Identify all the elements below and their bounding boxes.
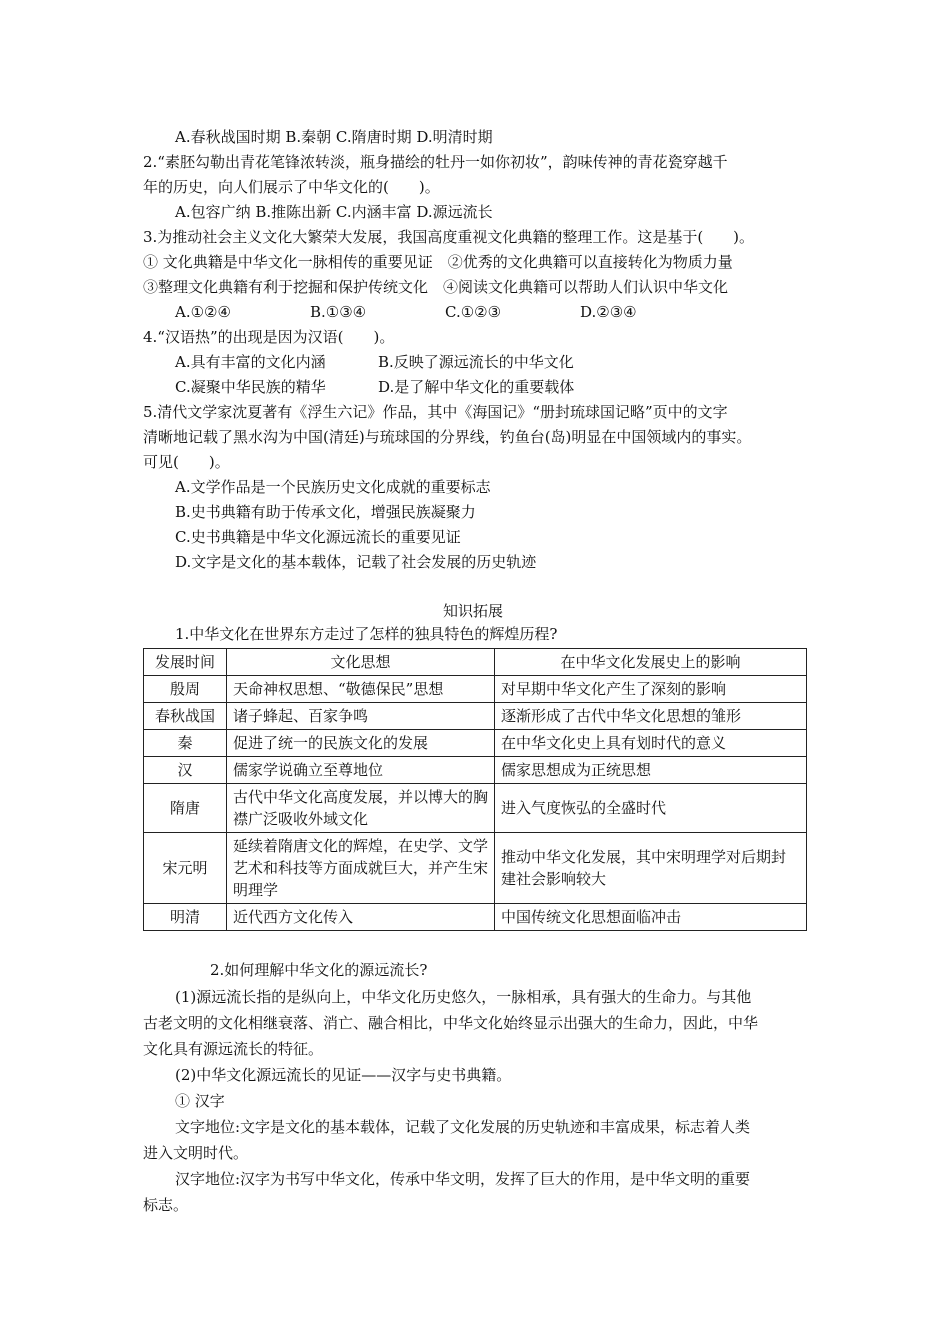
- table-cell-thought: 延续着隋唐文化的辉煌，在史学、文学艺术和科技等方面成就巨大，并产生宋明理学: [227, 833, 495, 904]
- table-cell-thought: 诸子蜂起、百家争鸣: [227, 703, 495, 730]
- paragraph-2-subheading: ① 汉字: [175, 1092, 225, 1110]
- table-header-influence: 在中华文化发展史上的影响: [495, 649, 807, 676]
- q5-option-c: C.史书典籍是中华文化源远流长的重要见证: [175, 528, 461, 546]
- table-cell-influence: 在中华文化史上具有划时代的意义: [495, 730, 807, 757]
- paragraph-2: (2)中华文化源远流长的见证——汉字与史书典籍。: [175, 1066, 512, 1084]
- q3-stem: 3.为推动社会主义文化大繁荣大发展，我国高度重视文化典籍的整理工作。这是基于( )。: [143, 228, 755, 246]
- q3-option-b: B.①③④: [310, 303, 367, 321]
- table-cell-period: 春秋战国: [144, 703, 227, 730]
- table-header-row: [144, 649, 807, 676]
- paragraph-3-line1: 文字地位:文字是文化的基本载体，记载了文化发展的历史轨迹和丰富成果，标志着人类: [175, 1118, 751, 1136]
- table-cell-period: 汉: [144, 757, 227, 784]
- table-row: [144, 904, 807, 931]
- q3-option-a: A.①②④: [175, 303, 231, 321]
- q4-option-a: A.具有丰富的文化内涵: [175, 353, 326, 371]
- table-cell-thought: 古代中华文化高度发展，并以博大的胸襟广泛吸收外域文化: [227, 784, 495, 833]
- q5-stem-line3: 可见( )。: [143, 453, 230, 471]
- table-cell-period: 隋唐: [144, 784, 227, 833]
- table-cell-period: 殷周: [144, 676, 227, 703]
- table-cell-influence: 儒家思想成为正统思想: [495, 757, 807, 784]
- q5-option-a: A.文学作品是一个民族历史文化成就的重要标志: [175, 478, 491, 496]
- table-cell-influence: 逐渐形成了古代中华文化思想的雏形: [495, 703, 807, 730]
- table-cell-period: 秦: [144, 730, 227, 757]
- q4-stem: 4.“汉语热”的出现是因为汉语( )。: [143, 328, 395, 346]
- q1-options: A.春秋战国时期 B.秦朝 C.隋唐时期 D.明清时期: [175, 128, 493, 146]
- paragraph-1-line1: (1)源远流长指的是纵向上，中华文化历史悠久，一脉相承，具有强大的生命力。与其他: [175, 988, 752, 1006]
- table-row: [144, 730, 807, 757]
- extension-q1-title: 1.中华文化在世界东方走过了怎样的独具特色的辉煌历程?: [175, 625, 558, 643]
- extension-q2-title: 2.如何理解中华文化的源远流长?: [210, 961, 428, 979]
- section-title: 知识拓展: [443, 602, 504, 620]
- paragraph-1-line2: 古老文明的文化相继衰落、消亡、融合相比，中华文化始终显示出强大的生命力，因此，中华: [143, 1014, 759, 1032]
- q5-option-d: D.文字是文化的基本载体，记载了社会发展的历史轨迹: [175, 553, 537, 571]
- q2-stem-line1: 2.“素胚勾勒出青花笔锋浓转淡，瓶身描绘的牡丹一如你初妆”，韵味传神的青花瓷穿越千: [143, 153, 728, 171]
- table-row: [144, 757, 807, 784]
- paragraph-1-line3: 文化具有源远流长的特征。: [143, 1040, 324, 1058]
- table-cell-influence: 中国传统文化思想面临冲击: [495, 904, 807, 931]
- q4-option-d: D.是了解中华文化的重要载体: [378, 378, 575, 396]
- q2-stem-line2: 年的历史，向人们展示了中华文化的( )。: [143, 178, 440, 196]
- paragraph-4-line1: 汉字地位:汉字为书写中华文化，传承中华文明，发挥了巨大的作用，是中华文明的重要: [175, 1170, 751, 1188]
- q5-stem-line2: 清晰地记载了黑水沟为中国(清廷)与琉球国的分界线，钓鱼台(岛)明显在中国领域内的事实。: [143, 428, 752, 446]
- table-row: [144, 703, 807, 730]
- table-header-thought: 文化思想: [227, 649, 495, 676]
- history-table: [143, 648, 807, 931]
- q3-option-d: D.②③④: [580, 303, 637, 321]
- q5-stem-line1: 5.清代文学家沈夏著有《浮生六记》作品，其中《海国记》“册封琉球国记略”页中的文字: [143, 403, 728, 421]
- table-cell-thought: 天命神权思想、“敬德保民”思想: [227, 676, 495, 703]
- table-row: [144, 784, 807, 833]
- table-cell-influence: 对早期中华文化产生了深刻的影响: [495, 676, 807, 703]
- table-cell-thought: 儒家学说确立至尊地位: [227, 757, 495, 784]
- table-cell-thought: 近代西方文化传入: [227, 904, 495, 931]
- q2-options: A.包容广纳 B.推陈出新 C.内涵丰富 D.源远流长: [175, 203, 493, 221]
- q3-statement-1-2: ① 文化典籍是中华文化一脉相传的重要见证 ②优秀的文化典籍可以直接转化为物质力量: [143, 253, 733, 271]
- q5-option-b: B.史书典籍有助于传承文化，增强民族凝聚力: [175, 503, 476, 521]
- q4-option-b: B.反映了源远流长的中华文化: [378, 353, 574, 371]
- table-row: [144, 676, 807, 703]
- table-header-period: 发展时间: [144, 649, 227, 676]
- q4-option-c: C.凝聚中华民族的精华: [175, 378, 326, 396]
- paragraph-4-line2: 标志。: [143, 1196, 189, 1214]
- paragraph-3-line2: 进入文明时代。: [143, 1144, 249, 1162]
- q3-option-c: C.①②③: [445, 303, 502, 321]
- table-cell-influence: 进入气度恢弘的全盛时代: [495, 784, 807, 833]
- q3-statement-3-4: ③整理文化典籍有利于挖掘和保护传统文化 ④阅读文化典籍可以帮助人们认识中华文化: [143, 278, 729, 296]
- table-cell-period: 明清: [144, 904, 227, 931]
- table-row: [144, 833, 807, 904]
- table-cell-influence: 推动中华文化发展，其中宋明理学对后期封建社会影响较大: [495, 833, 807, 904]
- table-cell-period: 宋元明: [144, 833, 227, 904]
- table-cell-thought: 促进了统一的民族文化的发展: [227, 730, 495, 757]
